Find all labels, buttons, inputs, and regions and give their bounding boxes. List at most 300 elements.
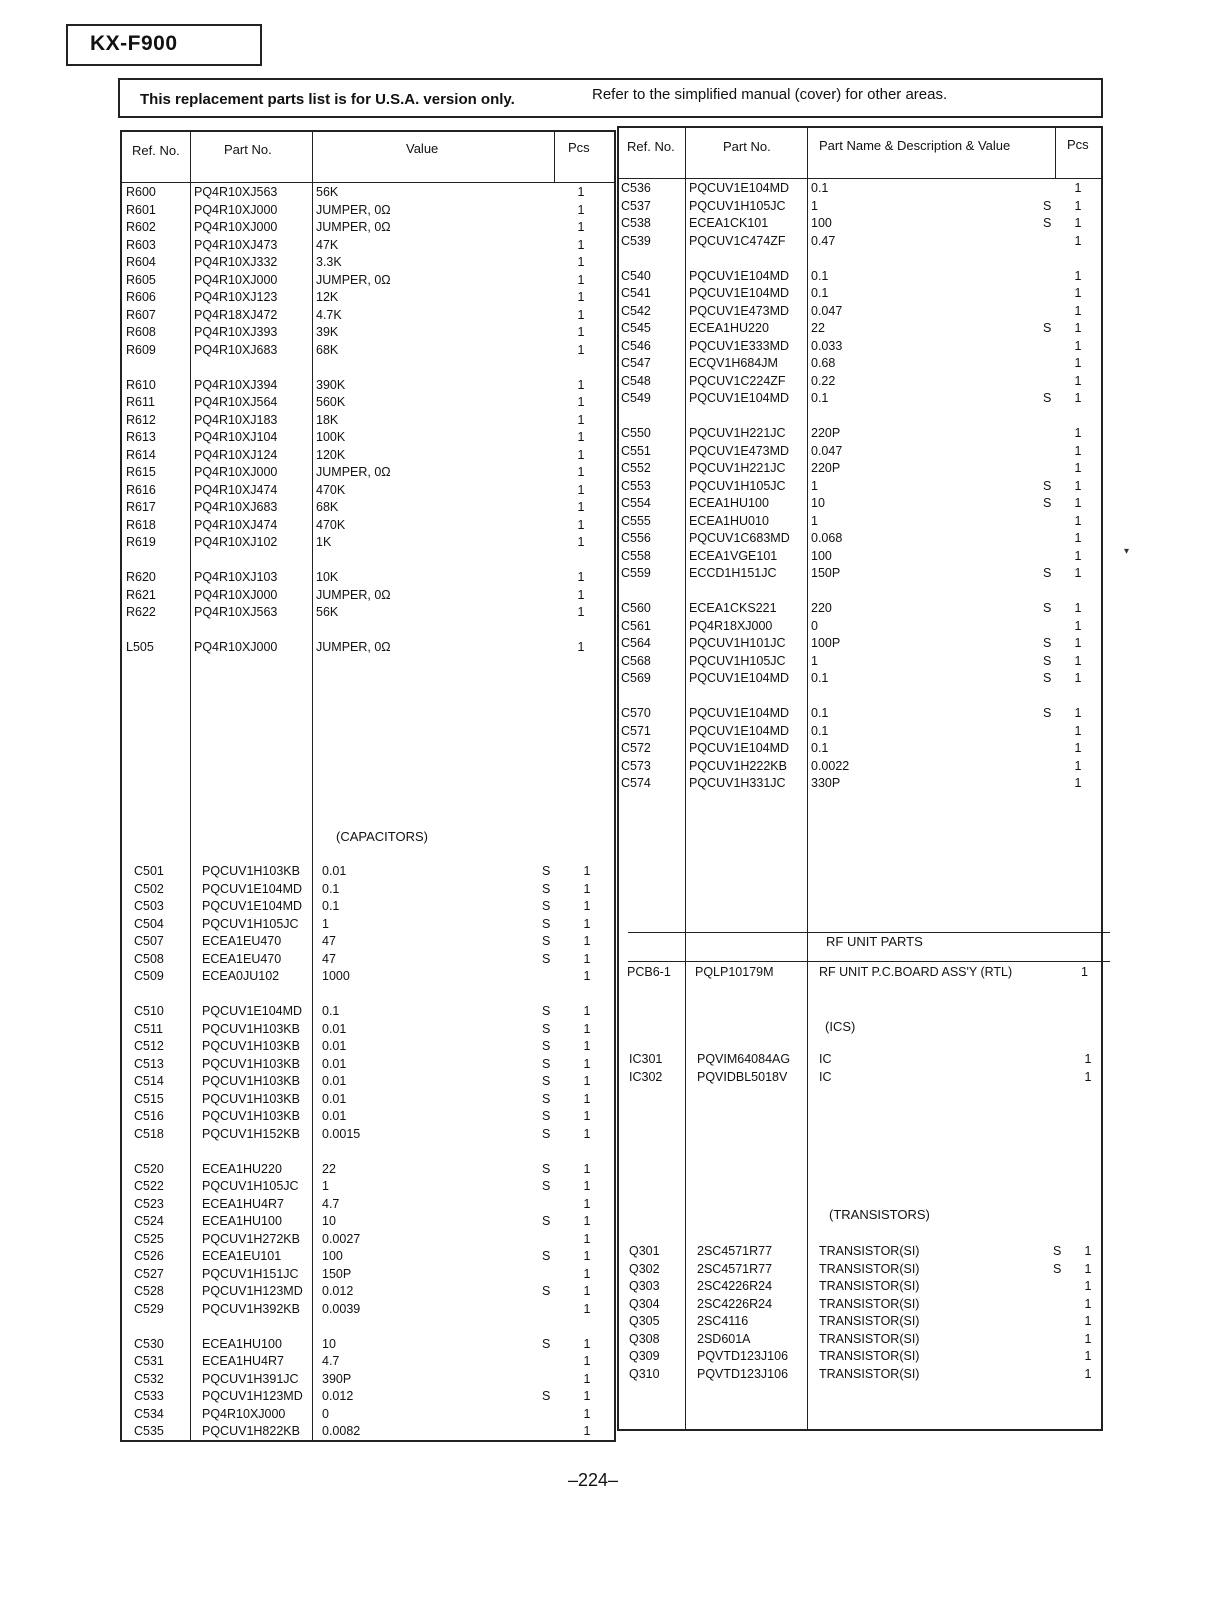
part-no-cell: PQ4R10XJ563: [194, 185, 278, 199]
part-no-cell: PQ4R10XJ000: [194, 587, 278, 602]
table-row: [619, 618, 1101, 636]
pcb-row: [619, 964, 1101, 982]
value-cell: JUMPER, 0Ω: [316, 587, 391, 602]
table-row: [122, 1038, 614, 1056]
pcs-cell: 1: [583, 951, 591, 966]
safety-mark-cell: S: [1043, 636, 1052, 650]
value-cell: 0.01: [322, 1039, 347, 1053]
pcs-cell: 1: [583, 1301, 591, 1316]
value-cell: 0.1: [811, 671, 829, 685]
ref-cell: C523: [134, 1196, 164, 1211]
value-cell: JUMPER, 0Ω: [316, 202, 391, 217]
pcs-cell: 1: [1074, 303, 1082, 318]
ref-cell: C556: [621, 531, 651, 545]
col-header-description: Part Name & Description & Value: [819, 138, 1011, 153]
ref-cell: C528: [134, 1284, 164, 1298]
pcs-cell: 1: [583, 899, 591, 913]
value-cell: 0.01: [322, 1109, 347, 1123]
safety-mark-cell: S: [542, 934, 551, 948]
ref-cell: PCB6-1: [627, 965, 671, 979]
ref-cell: C540: [621, 268, 651, 283]
ref-cell: C548: [621, 373, 651, 388]
rf-unit-parts-label: RF UNIT PARTS: [826, 934, 923, 949]
table-row: [122, 307, 614, 325]
ref-cell: C574: [621, 776, 651, 790]
table-row: [122, 254, 614, 272]
value-cell: TRANSISTOR(SI): [819, 1261, 920, 1276]
table-row: [122, 272, 614, 290]
value-cell: IC: [819, 1052, 832, 1066]
value-cell: 0.1: [811, 391, 829, 405]
value-cell: 0: [811, 618, 818, 633]
pcs-cell: 1: [577, 500, 585, 514]
pcs-cell: 1: [1074, 373, 1082, 388]
pcs-cell: 1: [1074, 496, 1082, 510]
value-cell: 4.7K: [316, 307, 342, 322]
table-row: [122, 1073, 614, 1091]
pcs-cell: 1: [583, 1021, 591, 1036]
table-row: [619, 583, 1101, 601]
pcs-cell: 1: [1074, 741, 1082, 755]
value-cell: 0.1: [811, 741, 829, 755]
ref-cell: Q304: [629, 1296, 660, 1311]
table-row: [619, 653, 1101, 671]
part-no-cell: ECEA1HU220: [202, 1161, 282, 1176]
table-row: [619, 740, 1101, 758]
ref-cell: IC301: [629, 1052, 663, 1066]
capacitors-heading: (CAPACITORS): [336, 829, 428, 844]
value-cell: 100: [811, 216, 832, 230]
pcs-cell: 1: [577, 587, 585, 602]
pcs-cell: 1: [577, 342, 585, 357]
table-row: [619, 355, 1101, 373]
part-no-cell: PQ4R10XJ183: [194, 412, 278, 427]
safety-mark-cell: S: [1053, 1244, 1062, 1258]
value-cell: 0.047: [811, 443, 843, 458]
table-row: [619, 964, 1101, 982]
pcs-cell: 1: [577, 255, 585, 269]
col-header-pcs: Pcs: [568, 140, 590, 155]
value-cell: 56K: [316, 605, 339, 619]
transistors-heading: (TRANSISTORS): [829, 1207, 930, 1222]
table-row: [122, 377, 614, 395]
value-cell: TRANSISTOR(SI): [819, 1366, 920, 1381]
part-no-cell: PQ4R10XJ000: [194, 272, 278, 287]
table-row: [122, 1371, 614, 1389]
pcs-cell: 1: [1074, 723, 1082, 738]
part-no-cell: PQ4R10XJ000: [194, 220, 278, 234]
value-cell: 0: [322, 1406, 329, 1421]
table-row: [619, 373, 1101, 391]
table-row: [122, 986, 614, 1004]
pcs-cell: 1: [1074, 338, 1082, 353]
pcs-cell: 1: [583, 1109, 591, 1123]
part-no-cell: PQCUV1H221JC: [689, 461, 786, 475]
pcs-cell: 1: [1084, 1331, 1092, 1346]
ref-cell: C533: [134, 1389, 164, 1403]
part-no-cell: 2SD601A: [697, 1331, 751, 1346]
pcs-cell: 1: [1074, 356, 1082, 370]
table-row: [619, 408, 1101, 426]
ref-cell: R600: [126, 185, 156, 199]
ref-cell: Q301: [629, 1244, 660, 1258]
pcs-cell: 1: [577, 412, 585, 427]
safety-mark-cell: S: [1043, 566, 1052, 580]
value-cell: 1: [811, 478, 818, 493]
ref-cell: R611: [126, 395, 155, 409]
part-no-cell: PQCUV1E473MD: [689, 303, 790, 318]
pcs-cell: 1: [583, 934, 591, 948]
ref-cell: C518: [134, 1126, 164, 1141]
table-row: [122, 184, 614, 202]
table-row: [122, 552, 614, 570]
pcs-cell: 1: [1084, 1069, 1092, 1084]
part-no-cell: PQCUV1H103KB: [202, 1074, 300, 1088]
safety-mark-cell: S: [542, 1091, 551, 1106]
value-cell: 470K: [316, 517, 346, 532]
value-cell: 390P: [322, 1371, 352, 1386]
table-row: [122, 1091, 614, 1109]
value-cell: TRANSISTOR(SI): [819, 1296, 920, 1311]
table-row: [122, 394, 614, 412]
pcs-cell: 1: [577, 237, 585, 252]
value-cell: 0.0039: [322, 1301, 361, 1316]
value-cell: 470K: [316, 482, 346, 497]
safety-mark-cell: S: [1043, 198, 1052, 213]
table-row: [122, 289, 614, 307]
table-row: [122, 1161, 614, 1179]
ref-cell: C532: [134, 1371, 164, 1386]
value-cell: 0.0082: [322, 1424, 361, 1438]
pcs-cell: 1: [583, 1424, 591, 1438]
part-no-cell: PQCUV1H222KB: [689, 758, 787, 773]
pcs-cell: 1: [577, 325, 585, 339]
safety-mark-cell: S: [542, 951, 551, 966]
ref-cell: C568: [621, 653, 651, 668]
pcs-cell: 1: [1084, 1349, 1092, 1363]
safety-mark-cell: S: [1043, 496, 1052, 510]
ref-cell: C538: [621, 216, 651, 230]
part-no-cell: PQCUV1H103KB: [202, 1021, 300, 1036]
table-row: [619, 1348, 1101, 1366]
pcs-cell: 1: [583, 1406, 591, 1421]
ref-cell: R610: [126, 377, 156, 392]
part-no-cell: PQCUV1E104MD: [689, 741, 790, 755]
safety-mark-cell: S: [542, 1336, 551, 1351]
model-title-box: [66, 24, 262, 66]
safety-mark-cell: S: [542, 1179, 551, 1193]
pcs-cell: 1: [1074, 198, 1082, 213]
pcs-cell: 1: [577, 482, 585, 497]
table-row: [619, 478, 1101, 496]
ref-cell: C572: [621, 741, 651, 755]
value-cell: 1: [322, 1179, 329, 1193]
part-no-cell: ECEA0JU102: [202, 969, 280, 983]
value-cell: 0.1: [322, 1004, 340, 1018]
value-cell: 0.1: [811, 268, 829, 283]
pcs-cell: 1: [577, 640, 585, 654]
value-cell: 1: [322, 916, 329, 931]
table-row: [619, 198, 1101, 216]
value-cell: 100: [811, 548, 832, 563]
ref-cell: C524: [134, 1214, 164, 1228]
ref-cell: C516: [134, 1109, 164, 1123]
safety-mark-cell: S: [542, 1249, 551, 1263]
value-cell: 220P: [811, 461, 841, 475]
value-cell: 120K: [316, 447, 346, 462]
part-no-cell: PQCUV1C224ZF: [689, 373, 786, 388]
ref-cell: C534: [134, 1406, 164, 1421]
value-cell: 150P: [322, 1266, 352, 1281]
table-row: [122, 1318, 614, 1336]
table-row: [619, 635, 1101, 653]
value-cell: TRANSISTOR(SI): [819, 1244, 920, 1258]
value-cell: 1: [811, 198, 818, 213]
ref-cell: C502: [134, 881, 164, 896]
table-row: [619, 1331, 1101, 1349]
safety-mark-cell: S: [542, 1109, 551, 1123]
table-row: [122, 1196, 614, 1214]
ref-cell: C551: [621, 443, 651, 458]
ref-cell: C514: [134, 1074, 164, 1088]
pcs-cell: 1: [583, 1074, 591, 1088]
ref-cell: Q308: [629, 1331, 660, 1346]
ref-cell: Q305: [629, 1314, 660, 1328]
col-header-ref: Ref. No.: [627, 139, 675, 154]
value-cell: 10: [322, 1214, 336, 1228]
ref-cell: R608: [126, 325, 156, 339]
col-header-value: Value: [406, 141, 439, 156]
value-cell: 0.0022: [811, 758, 850, 773]
ref-cell: C504: [134, 916, 164, 931]
table-row: [122, 499, 614, 517]
value-cell: 10: [811, 496, 825, 510]
ref-cell: Q309: [629, 1349, 660, 1363]
table-row: [122, 1301, 614, 1319]
pcs-cell: 1: [583, 1249, 591, 1263]
value-cell: 0.01: [322, 1021, 347, 1036]
pcs-cell: 1: [583, 1179, 591, 1193]
pcs-cell: 1: [583, 1196, 591, 1211]
pcs-cell: 1: [1074, 531, 1082, 545]
table-row: [122, 1353, 614, 1371]
value-cell: TRANSISTOR(SI): [819, 1314, 920, 1328]
pcs-cell: 1: [583, 969, 591, 983]
part-no-cell: PQCUV1H105JC: [689, 198, 786, 213]
ref-cell: R604: [126, 255, 156, 269]
value-cell: 330P: [811, 776, 841, 790]
pcs-cell: 1: [1084, 1244, 1092, 1258]
ref-cell: C559: [621, 566, 651, 580]
pcs-cell: 1: [577, 395, 585, 409]
table-row: [122, 1266, 614, 1284]
safety-mark-cell: S: [1043, 216, 1052, 230]
part-no-cell: PQCUV1H123MD: [202, 1284, 303, 1298]
part-no-cell: PQ4R10XJ000: [194, 465, 278, 479]
table-row: [122, 359, 614, 377]
pcs-cell: 1: [1084, 1279, 1092, 1293]
ref-cell: IC302: [629, 1069, 663, 1084]
page-number: –224–: [568, 1470, 619, 1490]
col-header-part: Part No.: [723, 139, 771, 154]
table-row: [122, 1178, 614, 1196]
part-no-cell: PQCUV1H151JC: [202, 1266, 299, 1281]
pcs-cell: 1: [1074, 286, 1082, 300]
ref-cell: R613: [126, 430, 156, 444]
table-row: [122, 324, 614, 342]
header-divider: [619, 178, 1101, 179]
table-row: [619, 425, 1101, 443]
ic-rows: [619, 1051, 1101, 1086]
value-cell: 560K: [316, 395, 346, 409]
pcs-cell: 1: [577, 465, 585, 479]
part-no-cell: PQ4R10XJ564: [194, 395, 278, 409]
value-cell: 0.033: [811, 338, 843, 353]
table-row: [122, 517, 614, 535]
part-no-cell: PQ4R10XJ124: [194, 447, 278, 462]
ref-cell: R619: [126, 535, 156, 549]
ics-heading: (ICS): [825, 1019, 856, 1034]
ref-cell: C552: [621, 461, 651, 475]
pcs-cell: 1: [1074, 566, 1082, 580]
ref-cell: R615: [126, 465, 156, 479]
part-no-cell: ECEA1HU100: [202, 1214, 282, 1228]
safety-mark-cell: S: [1043, 391, 1052, 405]
pcs-cell: 1: [1074, 618, 1082, 633]
pcs-cell: 1: [577, 272, 585, 287]
value-cell: 0.01: [322, 864, 347, 878]
part-no-cell: PQCUV1H103KB: [202, 1039, 300, 1053]
model-title: KX-F900: [90, 32, 178, 55]
part-no-cell: ECEA1HU4R7: [202, 1196, 284, 1211]
part-no-cell: PQCUV1H391JC: [202, 1371, 299, 1386]
value-cell: JUMPER, 0Ω: [316, 465, 391, 479]
part-no-cell: PQCUV1H103KB: [202, 1091, 300, 1106]
pcs-cell: 1: [577, 185, 585, 199]
table-row: [619, 723, 1101, 741]
pcs-cell: 1: [1074, 443, 1082, 458]
ref-cell: C537: [621, 198, 651, 213]
ref-cell: R607: [126, 307, 156, 322]
value-cell: 22: [322, 1161, 336, 1176]
table-row: [122, 1336, 614, 1354]
ref-cell: C509: [134, 969, 164, 983]
part-no-cell: PQ4R10XJ000: [194, 202, 278, 217]
part-no-cell: PQVIDBL5018V: [697, 1069, 788, 1084]
part-no-cell: 2SC4226R24: [697, 1279, 773, 1293]
value-cell: RF UNIT P.C.BOARD ASS'Y (RTL): [819, 965, 1013, 979]
ref-cell: C527: [134, 1266, 164, 1281]
table-row: [122, 951, 614, 969]
ref-cell: C542: [621, 303, 651, 318]
table-row: [122, 534, 614, 552]
pcs-cell: 1: [1074, 706, 1082, 720]
part-no-cell: PQ4R10XJ683: [194, 500, 278, 514]
pcs-cell: 1: [583, 1161, 591, 1176]
table-row: [619, 268, 1101, 286]
pcs-cell: 1: [1074, 776, 1082, 790]
value-cell: 0.22: [811, 373, 836, 388]
resistor-rows: [122, 184, 614, 657]
part-no-cell: PQ4R18XJ000: [689, 618, 773, 633]
version-notice: [118, 78, 1103, 118]
ref-cell: C554: [621, 496, 651, 510]
ref-cell: C536: [621, 181, 651, 195]
pcs-cell: 1: [583, 1056, 591, 1071]
table-row: [619, 705, 1101, 723]
pcs-cell: 1: [583, 1354, 591, 1368]
pcs-cell: 1: [583, 1284, 591, 1298]
value-cell: TRANSISTOR(SI): [819, 1331, 920, 1346]
ref-cell: C501: [134, 864, 164, 878]
part-no-cell: PQCUV1E104MD: [202, 899, 303, 913]
header-divider: [122, 182, 614, 183]
table-row: [619, 1051, 1101, 1069]
value-cell: 0.1: [811, 706, 829, 720]
table-row: [619, 1243, 1101, 1261]
part-no-cell: PQCUV1E104MD: [689, 706, 790, 720]
table-row: [122, 569, 614, 587]
value-cell: 0.01: [322, 1056, 347, 1071]
value-cell: 220: [811, 601, 832, 615]
part-no-cell: PQLP10179M: [695, 965, 774, 979]
ref-cell: C561: [621, 618, 651, 633]
ref-cell: R609: [126, 342, 156, 357]
table-row: [122, 1213, 614, 1231]
table-row: [122, 412, 614, 430]
part-no-cell: PQCUV1H105JC: [689, 653, 786, 668]
part-no-cell: PQVIM64084AG: [697, 1052, 791, 1066]
ref-cell: R606: [126, 290, 156, 304]
part-no-cell: PQVTD123J106: [697, 1366, 789, 1381]
safety-mark-cell: S: [542, 1004, 551, 1018]
table-row: [122, 1003, 614, 1021]
pcs-cell: 1: [1074, 321, 1082, 335]
part-no-cell: PQ4R10XJ563: [194, 605, 278, 619]
table-row: [122, 1108, 614, 1126]
table-row: [122, 1056, 614, 1074]
part-no-cell: PQ4R10XJ123: [194, 290, 278, 304]
ref-cell: R618: [126, 517, 156, 532]
table-row: [122, 587, 614, 605]
part-no-cell: PQCUV1H221JC: [689, 426, 786, 440]
value-cell: 1000: [322, 969, 350, 983]
table-row: [619, 1069, 1101, 1087]
ref-cell: R614: [126, 447, 156, 462]
table-row: [619, 758, 1101, 776]
table-row: [619, 320, 1101, 338]
part-no-cell: PQ4R10XJ332: [194, 255, 278, 269]
table-row: [619, 548, 1101, 566]
table-row: [122, 968, 614, 986]
notice-bold-text: This replacement parts list is for U.S.A. version only.: [140, 91, 515, 108]
pcs-cell: 1: [583, 881, 591, 896]
table-row: [122, 237, 614, 255]
table-row: [619, 495, 1101, 513]
pcs-cell: 1: [577, 290, 585, 304]
table-row: [122, 1231, 614, 1249]
ref-cell: R612: [126, 412, 156, 427]
table-row: [122, 464, 614, 482]
ref-cell: C510: [134, 1004, 164, 1018]
pcs-cell: 1: [577, 202, 585, 217]
pcs-cell: 1: [1074, 636, 1082, 650]
part-no-cell: PQ4R10XJ000: [194, 640, 278, 654]
table-row: [619, 600, 1101, 618]
ref-cell: C530: [134, 1336, 164, 1351]
ref-cell: C513: [134, 1056, 164, 1071]
table-row: [619, 250, 1101, 268]
